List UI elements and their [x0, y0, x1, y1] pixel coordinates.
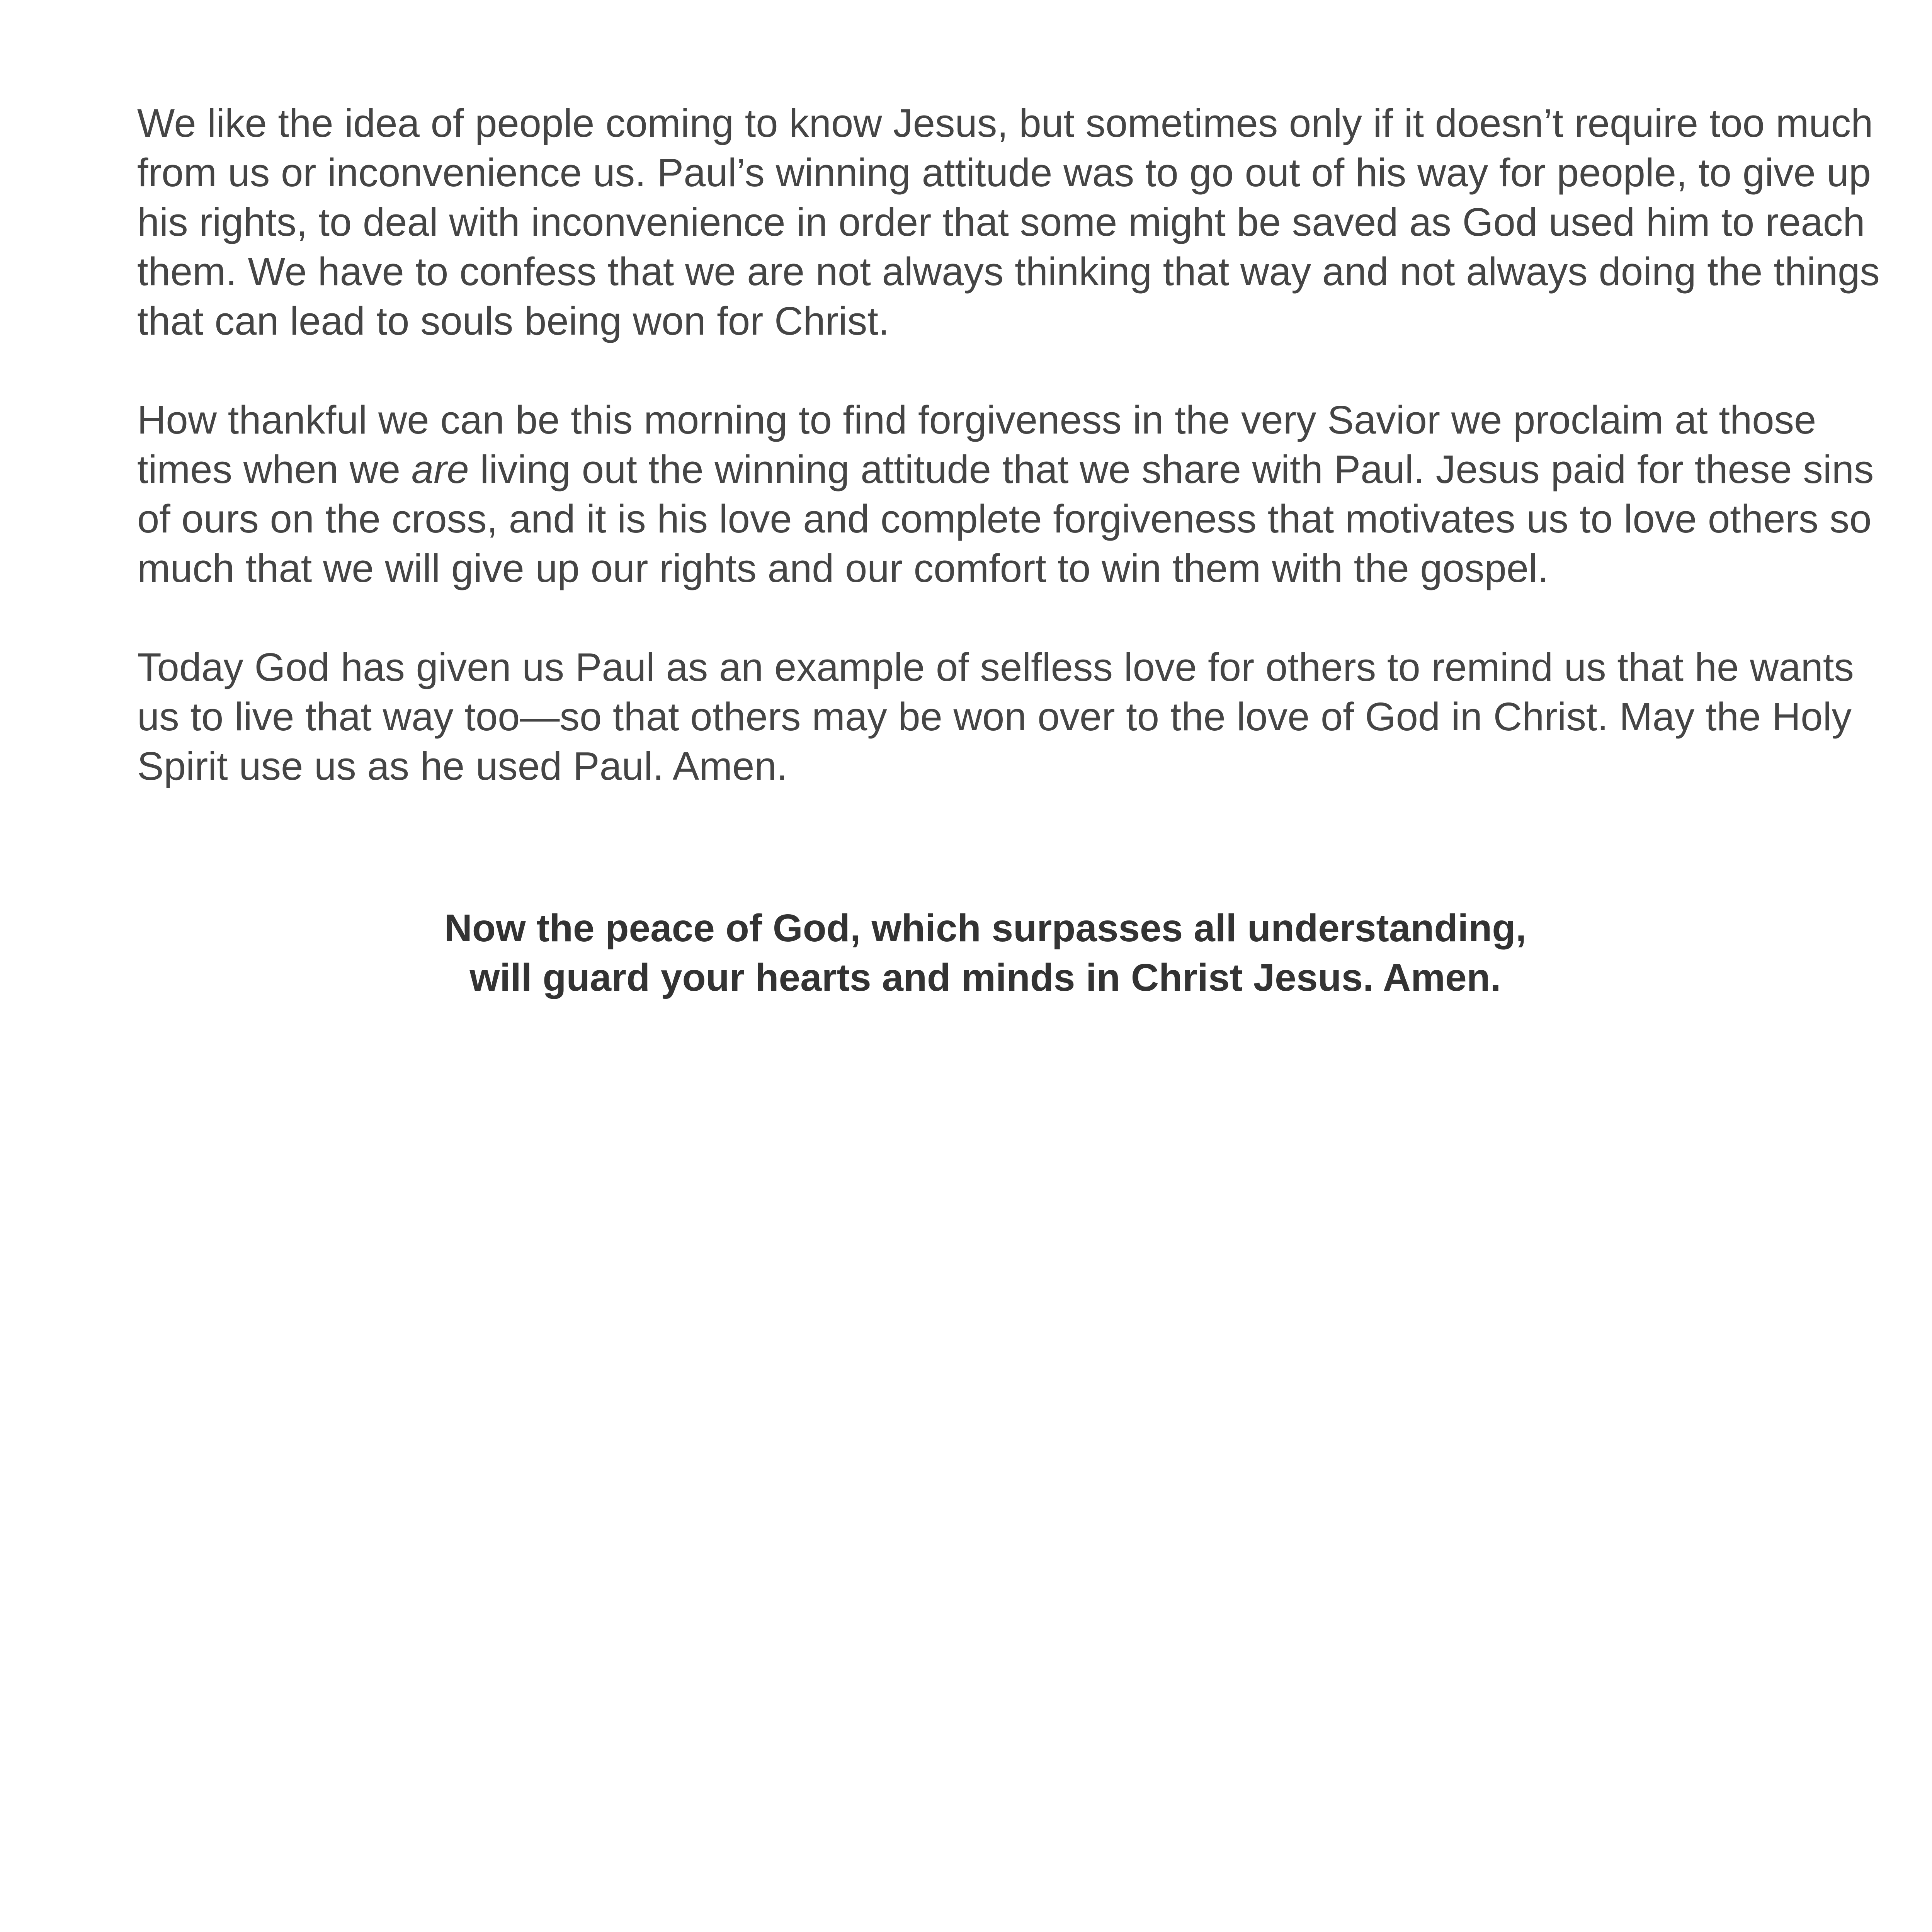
- blessing-line-2: will guard your hearts and minds in Christ Jesus. Amen.: [469, 956, 1501, 999]
- paragraph-forgiveness: [137, 395, 1884, 593]
- paragraph-forgiveness-end: living out the winning attitude that we share with Paul. Jesus paid for these sins of ours on the cross, and it is his love and complete forgiveness that motivates us to love others so much that we will give up our rights and our comfort to win them with the gospel.: [137, 447, 1874, 590]
- paragraph-inconvenience: We like the idea of people coming to know Jesus, but sometimes only if it doesn’t require too much from us or inconvenience us. Paul’s winning attitude was to go out of his way for people, to give up his rights, to deal with inconvenience in order that some might be saved as God used him to reach them. We have to confess that we are not always thinking that way and not always doing the things that can lead to souls being won for Christ.: [137, 101, 1880, 343]
- paragraph-forgiveness-start: How thankful we can be this morning to find forgiveness in the very Savior we proclaim at those times when we: [137, 398, 1816, 492]
- sermon-body: [137, 99, 1884, 791]
- closing-blessing: [0, 903, 1932, 1002]
- emphasis-are: are: [411, 447, 469, 492]
- blessing-line-1: Now the peace of God, which surpasses all understanding,: [444, 906, 1527, 950]
- paragraph-example: Today God has given us Paul as an example of selfless love for others to remind us that he wants us to live that way too—so that others may be won over to the love of God in Christ. May the Holy Spirit use us as he used Paul. Amen.: [137, 645, 1854, 788]
